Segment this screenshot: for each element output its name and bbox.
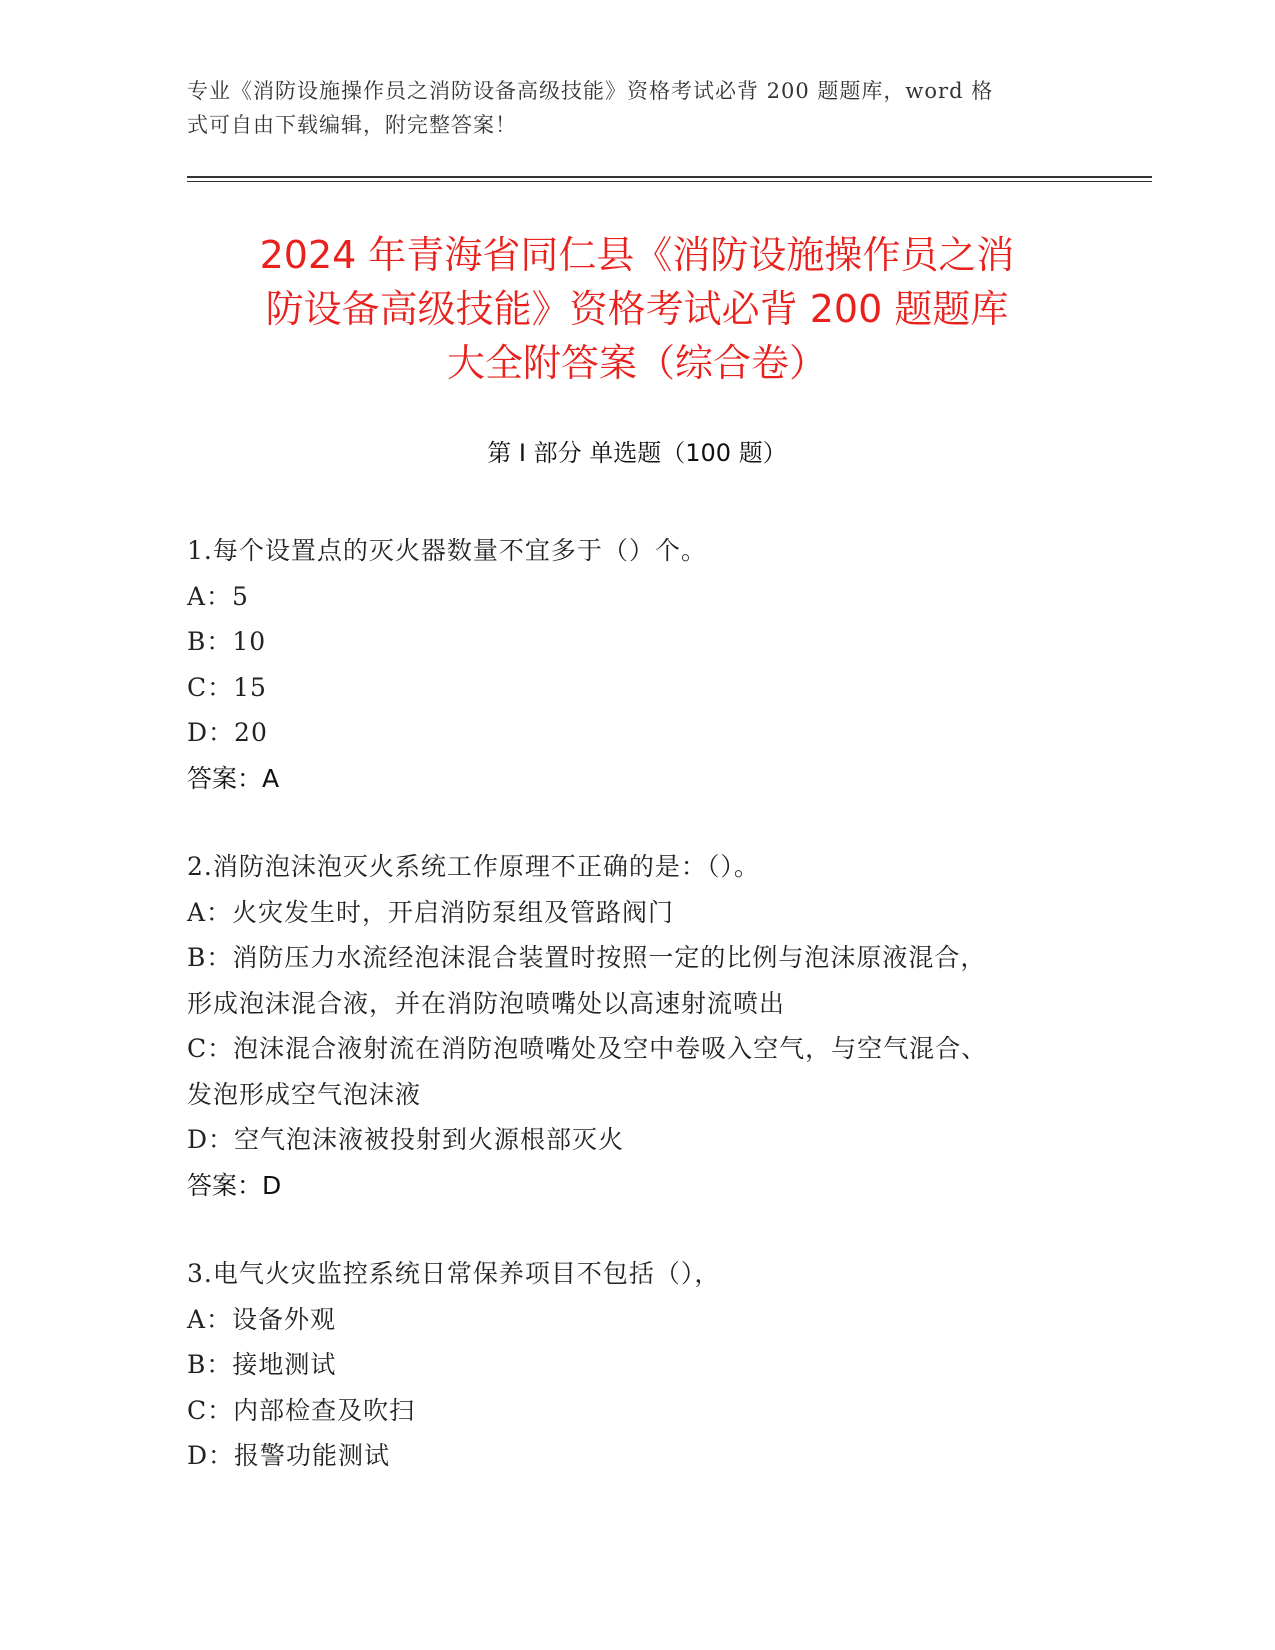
answer: 答案：A <box>187 763 280 793</box>
section-title: 第 I 部分 单选题（100 题） <box>487 439 787 467</box>
document-title-line-1: 2024 年青海省同仁县《消防设施操作员之消 <box>259 233 1015 277</box>
option-d: D：20 <box>187 718 268 747</box>
option-c: C：15 <box>187 672 267 702</box>
option-d: D：报警功能测试 <box>187 1441 391 1470</box>
header-divider-thin <box>187 181 1152 182</box>
option-b-continued: 形成泡沫混合液，并在消防泡喷嘴处以高速射流喷出 <box>187 988 786 1018</box>
option-a: A：5 <box>187 581 249 611</box>
question-stem: 2.消防泡沫泡灭火系统工作原理不正确的是：（）。 <box>187 852 760 881</box>
header-note-line-1: 专业《消防设施操作员之消防设备高级技能》资格考试必背 200 题题库，word 格 <box>187 79 994 103</box>
header-note <box>187 74 1067 142</box>
question-1 <box>187 528 1087 801</box>
option-b: B：消防压力水流经泡沫混合装置时按照一定的比例与泡沫原液混合， <box>187 943 987 972</box>
document-title-line-3: 大全附答案（综合卷） <box>446 341 827 385</box>
question-stem: 3.电气火灾监控系统日常保养项目不包括（）， <box>187 1259 721 1288</box>
question-3 <box>187 1251 1087 1479</box>
question-2 <box>187 844 1087 1208</box>
option-c: C：泡沫混合液射流在消防泡喷嘴处及空中卷吸入空气，与空气混合、 <box>187 1034 988 1063</box>
option-c: C：内部检查及吹扫 <box>187 1395 416 1425</box>
question-list <box>187 528 1087 1522</box>
question-stem: 1.每个设置点的灭火器数量不宜多于（）个。 <box>187 536 707 565</box>
option-b: B：10 <box>187 627 267 656</box>
option-b: B：接地测试 <box>187 1350 337 1379</box>
option-a: A：设备外观 <box>187 1304 337 1334</box>
header-divider-thick <box>187 176 1152 178</box>
header-note-line-2: 式可自由下载编辑，附完整答案！ <box>187 113 517 137</box>
option-c-continued: 发泡形成空气泡沫液 <box>187 1079 422 1109</box>
answer: 答案：D <box>187 1170 282 1200</box>
option-d: D：空气泡沫液被投射到火源根部灭火 <box>187 1125 625 1154</box>
document-title <box>187 228 1087 390</box>
document-title-line-2: 防设备高级技能》资格考试必背 200 题题库 <box>265 287 1009 331</box>
option-a: A：火灾发生时，开启消防泵组及管路阀门 <box>187 897 675 927</box>
